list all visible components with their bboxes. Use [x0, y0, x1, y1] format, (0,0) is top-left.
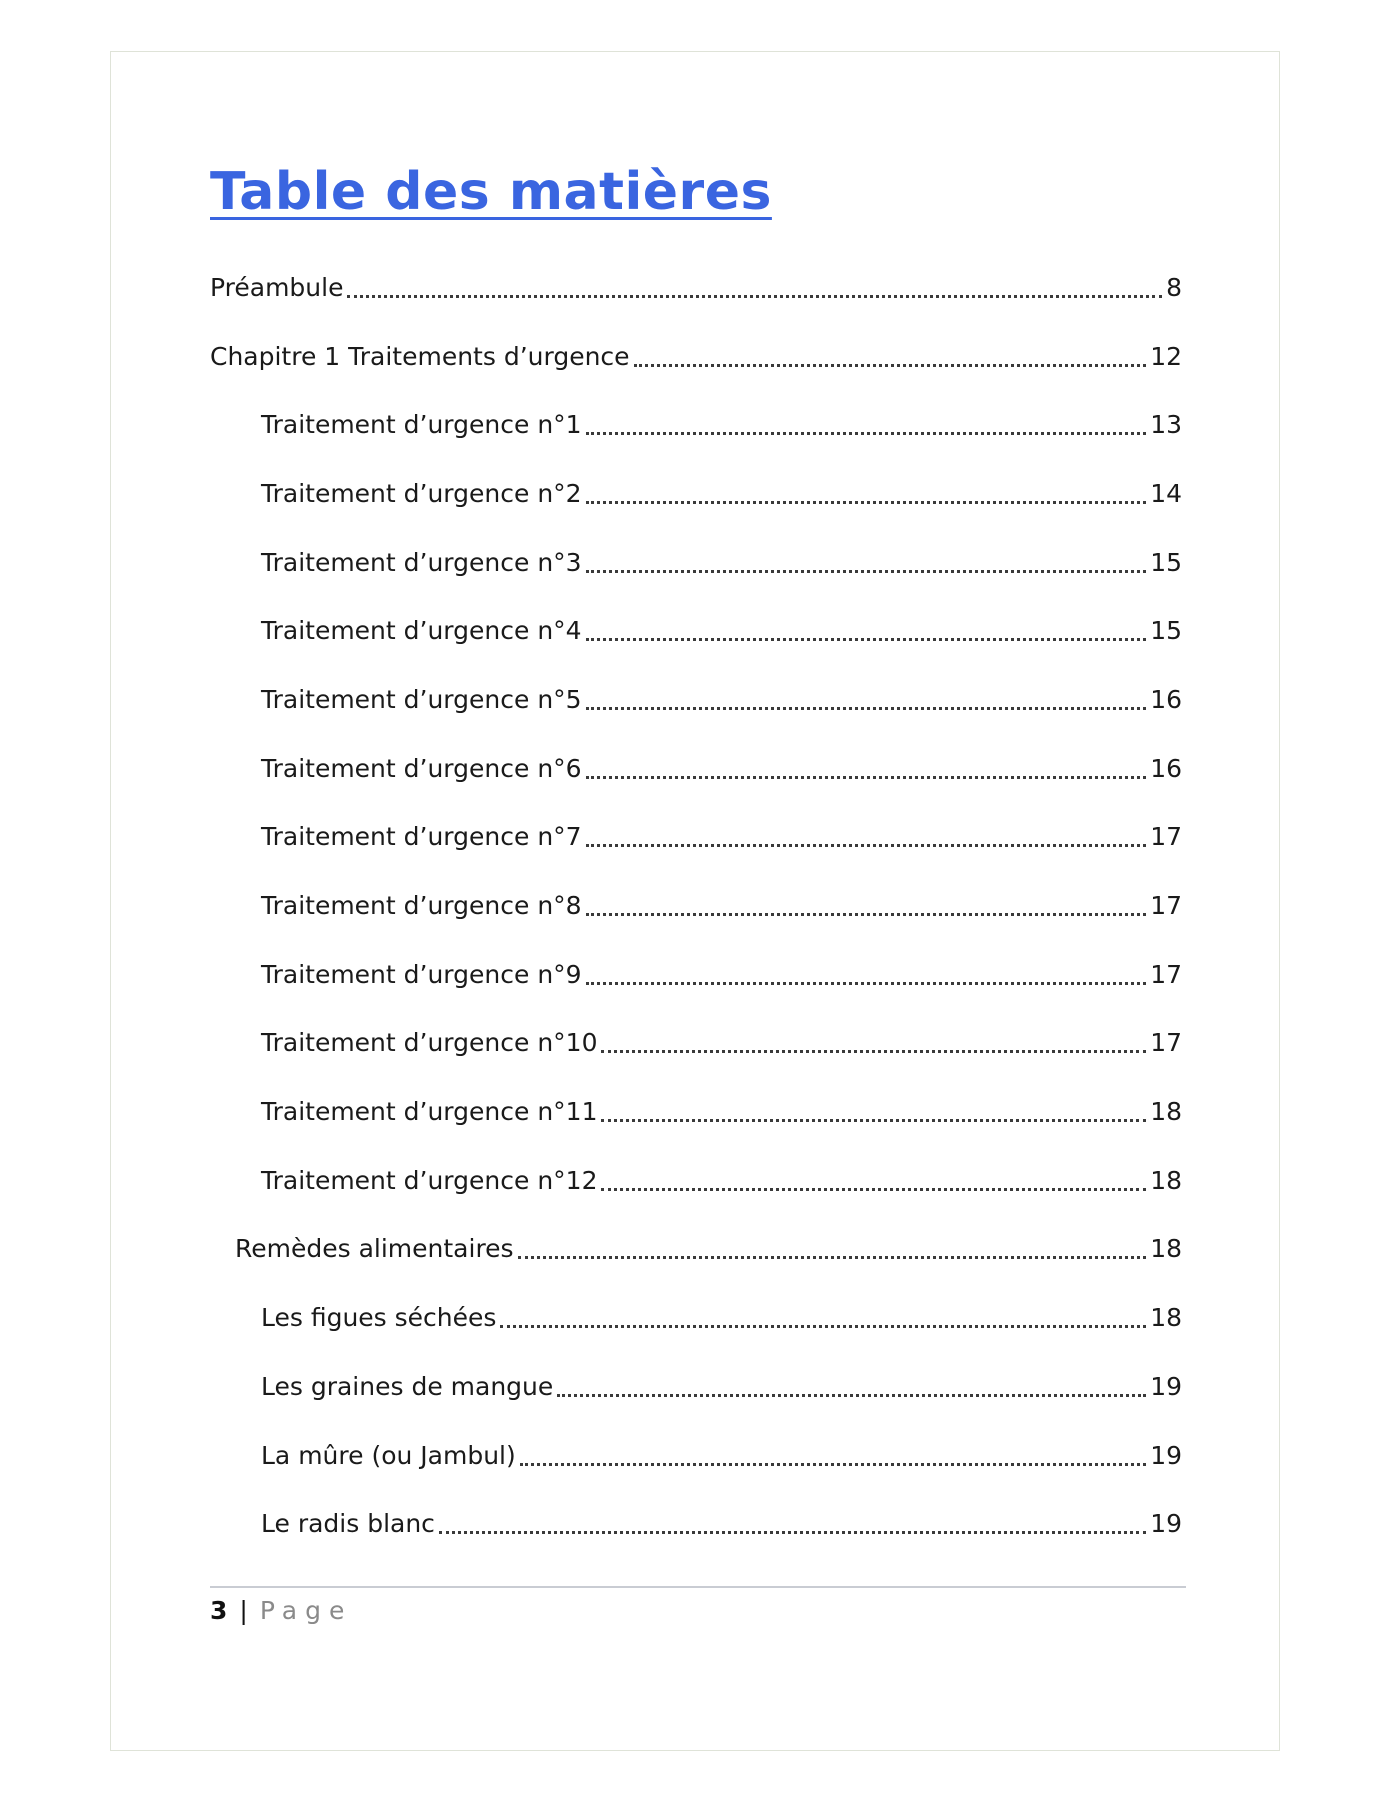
toc-dot-leader: [557, 1394, 1146, 1397]
toc-entry[interactable]: [210, 459, 1182, 528]
toc-entry[interactable]: [210, 871, 1182, 940]
toc-dot-leader: [601, 1188, 1146, 1191]
toc-dot-leader: [500, 1325, 1146, 1328]
toc-entry-label: Les graines de mangue: [261, 1371, 554, 1401]
toc-entry-label: Traitement d’urgence n°3: [261, 547, 582, 577]
toc-dot-leader: [586, 638, 1147, 641]
toc-entry-page-number: 16: [1150, 684, 1182, 714]
toc-entry-page-number: 18: [1150, 1303, 1182, 1333]
toc-entry-label: Traitement d’urgence n°2: [261, 478, 582, 508]
toc-entry-page-number: 17: [1150, 822, 1182, 852]
toc-entry[interactable]: [210, 665, 1182, 734]
toc-entry-page-number: 12: [1150, 341, 1182, 371]
toc-entry[interactable]: [210, 940, 1182, 1009]
toc-entry[interactable]: [210, 253, 1182, 322]
toc-entry[interactable]: [210, 803, 1182, 872]
toc-dot-leader: [601, 1050, 1146, 1053]
toc-entry[interactable]: [210, 1283, 1182, 1352]
toc-entry[interactable]: [210, 1077, 1182, 1146]
toc-entry-page-number: 16: [1150, 753, 1182, 783]
toc-entry-page-number: 19: [1150, 1509, 1182, 1539]
toc-dot-leader: [520, 1463, 1146, 1466]
toc-entry-page-number: 14: [1150, 478, 1182, 508]
toc-entry[interactable]: [210, 528, 1182, 597]
toc-entry-page-number: 18: [1150, 1097, 1182, 1127]
toc-entry-label: Traitement d’urgence n°1: [261, 410, 582, 440]
toc-entry[interactable]: [210, 1146, 1182, 1215]
toc-entry[interactable]: [210, 1352, 1182, 1421]
toc-dot-leader: [634, 364, 1147, 367]
toc-entry[interactable]: [210, 734, 1182, 803]
toc-entry-page-number: 17: [1150, 891, 1182, 921]
toc-entry-page-number: 8: [1166, 272, 1182, 302]
toc-entry-label: Traitement d’urgence n°10: [261, 1028, 598, 1058]
toc-entry-label: Préambule: [210, 272, 344, 302]
toc-dot-leader: [586, 982, 1147, 985]
page-footer: [210, 1592, 352, 1628]
toc-dot-leader: [586, 570, 1147, 573]
toc-entry-page-number: 15: [1150, 547, 1182, 577]
toc-entry-label: Traitement d’urgence n°11: [261, 1097, 598, 1127]
toc-dot-leader: [586, 432, 1147, 435]
footer-page-number: 3: [210, 1595, 228, 1625]
footer-divider: [210, 1586, 1186, 1588]
toc-entry[interactable]: [210, 390, 1182, 459]
toc-entry-label: Traitement d’urgence n°9: [261, 959, 582, 989]
toc-dot-leader: [347, 295, 1162, 298]
toc-entry-label: La mûre (ou Jambul): [261, 1440, 516, 1470]
toc-dot-leader: [586, 707, 1147, 710]
toc-entry-page-number: 19: [1150, 1371, 1182, 1401]
toc-entry-page-number: 17: [1150, 1028, 1182, 1058]
toc-entry-page-number: 15: [1150, 616, 1182, 646]
footer-separator: |: [239, 1595, 248, 1625]
toc-dot-leader: [518, 1256, 1147, 1259]
toc-title[interactable]: Table des matières: [210, 162, 772, 222]
toc-list: [210, 253, 1182, 1558]
toc-dot-leader: [586, 913, 1147, 916]
toc-entry-page-number: 18: [1150, 1234, 1182, 1264]
toc-entry-label: Les figues séchées: [261, 1303, 497, 1333]
footer-page-word: Page: [259, 1595, 353, 1625]
toc-entry-label: Chapitre 1 Traitements d’urgence: [210, 341, 630, 371]
toc-entry-page-number: 19: [1150, 1440, 1182, 1470]
toc-dot-leader: [439, 1531, 1146, 1534]
toc-entry-label: Traitement d’urgence n°5: [261, 684, 582, 714]
toc-entry-label: Le radis blanc: [261, 1509, 435, 1539]
toc-dot-leader: [586, 776, 1147, 779]
toc-entry-label: Traitement d’urgence n°7: [261, 822, 582, 852]
toc-entry-label: Traitement d’urgence n°8: [261, 891, 582, 921]
toc-entry[interactable]: [210, 322, 1182, 391]
toc-entry[interactable]: [210, 1009, 1182, 1078]
toc-entry-page-number: 18: [1150, 1165, 1182, 1195]
toc-entry[interactable]: [210, 1215, 1182, 1284]
toc-entry-label: Traitement d’urgence n°12: [261, 1165, 598, 1195]
toc-entry[interactable]: [210, 1421, 1182, 1490]
toc-entry-label: Remèdes alimentaires: [235, 1234, 514, 1264]
toc-entry-label: Traitement d’urgence n°6: [261, 753, 582, 783]
toc-entry[interactable]: [210, 596, 1182, 665]
toc-dot-leader: [586, 844, 1147, 847]
toc-entry-page-number: 13: [1150, 410, 1182, 440]
toc-entry[interactable]: [210, 1489, 1182, 1558]
toc-entry-label: Traitement d’urgence n°4: [261, 616, 582, 646]
toc-dot-leader: [586, 501, 1147, 504]
toc-dot-leader: [601, 1119, 1146, 1122]
toc-entry-page-number: 17: [1150, 959, 1182, 989]
